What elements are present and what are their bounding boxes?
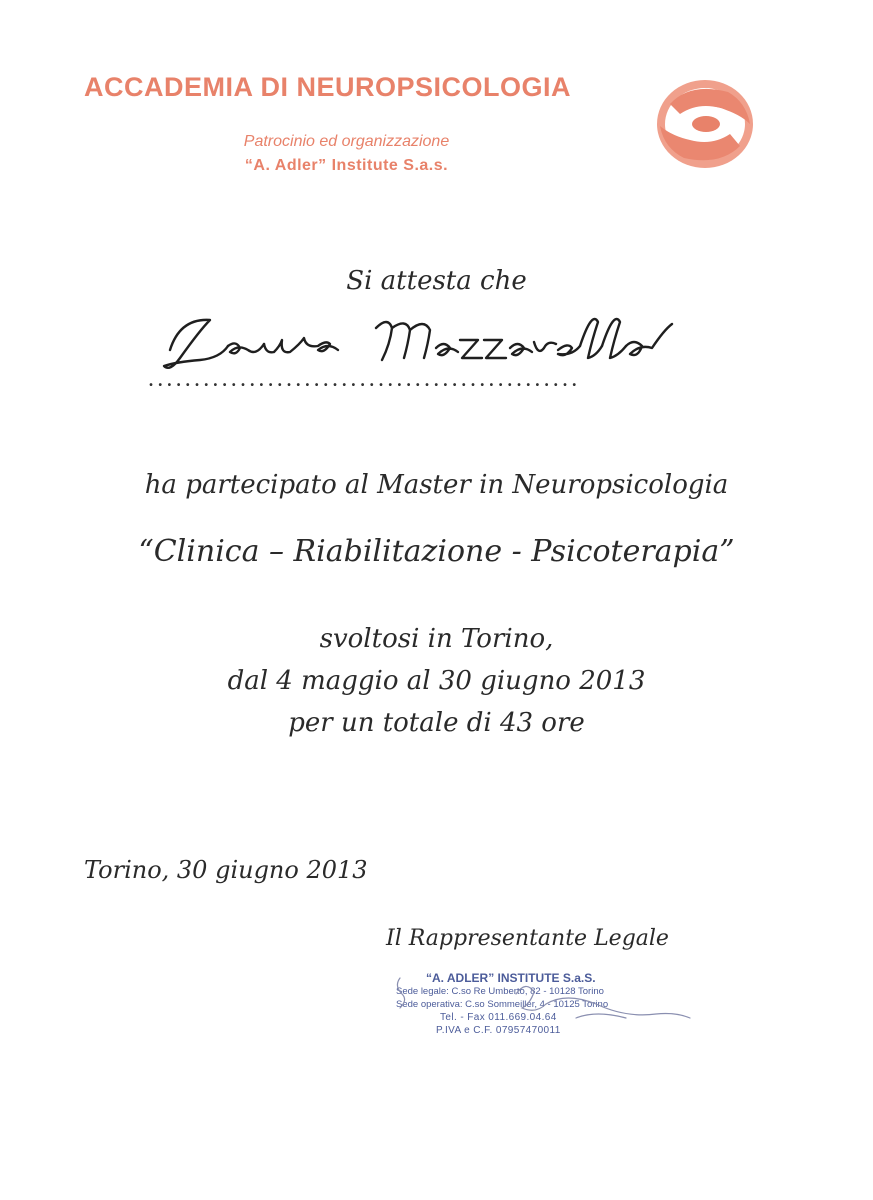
venue-text: svoltosi in Torino,	[319, 624, 554, 654]
stamp-operating-office: Sede operativa: C.so Sommeiller, 4 - 10125 Torino	[396, 999, 609, 1010]
legal-representative-label: Il Rappresentante Legale	[386, 926, 669, 951]
academy-title: ACCADEMIA DI NEUROPSICOLOGIA	[84, 72, 572, 102]
hours-text: per un totale di 43 ore	[288, 708, 585, 738]
place-and-date: Torino, 30 giugno 2013	[84, 856, 368, 884]
dates-text: dal 4 maggio al 30 giugno 2013	[227, 666, 646, 696]
sponsorship-line: Patrocinio ed organizzazione	[243, 133, 450, 150]
stamp-vat: P.IVA e C.F. 07957470011	[436, 1025, 561, 1036]
institute-line: “A. Adler” Institute S.a.s.	[244, 157, 449, 174]
stamp-phone: Tel. - Fax 011.669.04.64	[440, 1012, 557, 1023]
attests-label: Si attesta che	[346, 266, 527, 296]
course-title: “Clinica – Riabilitazione - Psicoterapia”	[138, 534, 735, 569]
name-dotted-line: ...............................................	[148, 366, 581, 392]
participation-text: ha partecipato al Master in Neuropsicologia	[144, 470, 729, 500]
stamp-registered-office: Sede legale: C.so Re Umberto, 82 - 10128 Torino	[396, 986, 604, 997]
embracing-hands-logo-icon	[650, 74, 760, 172]
stamp-title: “A. ADLER” INSTITUTE S.a.S.	[426, 971, 596, 985]
signature-scribble	[396, 971, 696, 1034]
